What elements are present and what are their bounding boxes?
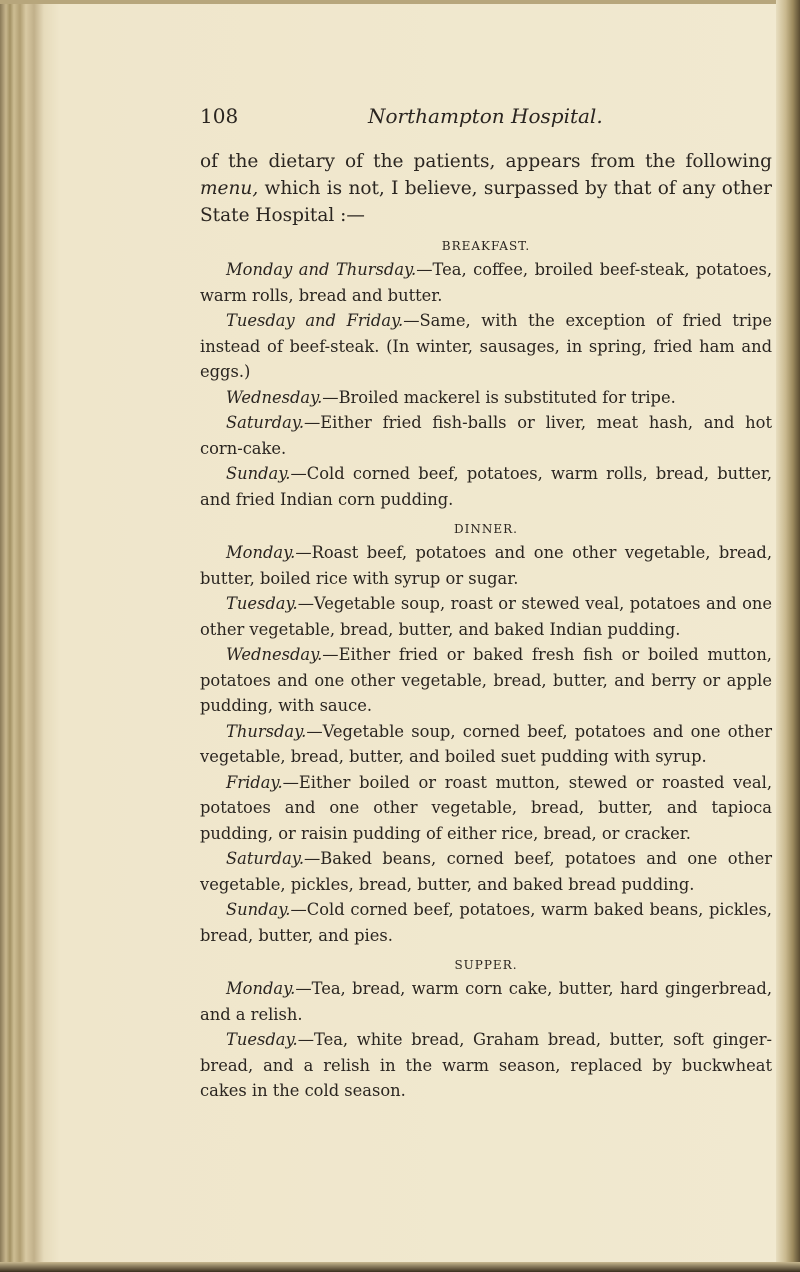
menu-text: —Cold corned beef, potatoes, warm rolls, bread, butter, and fried Indian corn pudding. [200,464,772,509]
book-page [200,104,772,1104]
menu-day: Tuesday. [226,594,298,613]
menu-entry [200,540,772,591]
menu-text: —Vegetable soup, roast or stewed veal, potatoes and one other vegetable, bread, butter, and baked Indian pudding. [200,594,772,639]
menu-text: —Cold corned beef, potatoes, warm baked beans, pickles, bread, butter, and pies. [200,900,772,945]
menu-text: —Either boiled or roast mutton, stewed or roasted veal, potatoes and one other vegetable, bread, butter, and tapioca pudding, or raisin pudding of either rice, bread, or cracker. [200,772,772,843]
menu-text: —Either fried or baked fresh fish or boiled mutton, potatoes and one other vegetable, bread, butter, and berry or apple pudding, with sauce. [200,645,772,715]
section-heading: DINNER. [454,522,518,536]
intro-text-start: of the dietary of the patients, appears from the following [200,151,772,172]
intro-text-end: which is not, I believe, surpassed by that of any other State Hospital :— [200,178,772,226]
menu-day: Friday. [226,772,283,792]
menu-entry [200,976,772,1027]
section-breakfast [200,239,772,512]
book-right-edge [776,0,800,1272]
book-bottom-edge [0,1262,800,1272]
intro-paragraph [200,148,772,229]
menu-day: Wednesday. [226,387,323,407]
menu-entry [200,770,772,847]
section-dinner [200,522,772,948]
menu-day: Saturday. [226,413,305,432]
menu-text: —Tea, bread, warm corn cake, butter, hard gingerbread, and a relish. [200,979,772,1024]
menu-day: Thursday. [226,721,307,741]
menu-entry [200,591,772,642]
menu-day: Tuesday. [226,1030,298,1049]
menu-entry [200,461,772,512]
menu-entry [200,897,772,948]
menu-text: —Either fried fish-balls or liver, meat hash, and hot corn-cake. [200,413,772,458]
menu-day: Monday. [226,979,296,998]
menu-entry [200,385,772,411]
menu-text: —Vegetable soup, corned beef, potatoes and one other vegetable, bread, butter, and boiled suet pudding with syrup. [200,721,772,766]
menu-day: Wednesday. [226,645,323,664]
section-heading: SUPPER. [454,958,518,972]
menu-entry [200,257,772,308]
menu-day: Monday. [226,543,296,562]
menu-text: —Same, with the exception of fried tripe instead of beef-steak. (In winter, sausages, in spring, fried ham and eggs.) [200,311,772,381]
menu-text: —Tea, coffee, broiled beef-steak, potatoes, warm rolls, bread and butter. [200,260,772,305]
menu-day: Tuesday and Friday. [226,311,404,330]
menu-entry [200,308,772,385]
menu-text: —Tea, white bread, Graham bread, butter, soft ginger-bread, and a relish in the warm season, replaced by buckwheat cakes in the cold season. [200,1030,772,1100]
section-supper [200,958,772,1104]
menu-entry [200,642,772,719]
running-title: Northampton Hospital. [368,104,603,128]
menu-day: Monday and Thursday. [226,260,417,279]
book-top-edge [0,0,800,4]
menu-entry [200,846,772,897]
menu-entry [200,1027,772,1104]
menu-entry [200,719,772,770]
menu-day: Saturday. [226,849,305,868]
running-head [200,104,772,140]
page-number: 108 [200,104,239,128]
section-heading: BREAKFAST. [441,239,531,253]
menu-day: Sunday. [226,900,291,919]
menu-day: Sunday. [226,464,291,483]
menu-text: —Roast beef, potatoes and one other vegetable, bread, butter, boiled rice with syrup or sugar. [200,543,772,588]
menu-text: —Baked beans, corned beef, potatoes and one other vegetable, pickles, bread, butter, and baked bread pudding. [200,849,772,894]
menu-entry [200,410,772,461]
intro-emphasis: menu, [200,178,259,199]
menu-text: —Broiled mackerel is substituted for tripe. [322,387,676,407]
